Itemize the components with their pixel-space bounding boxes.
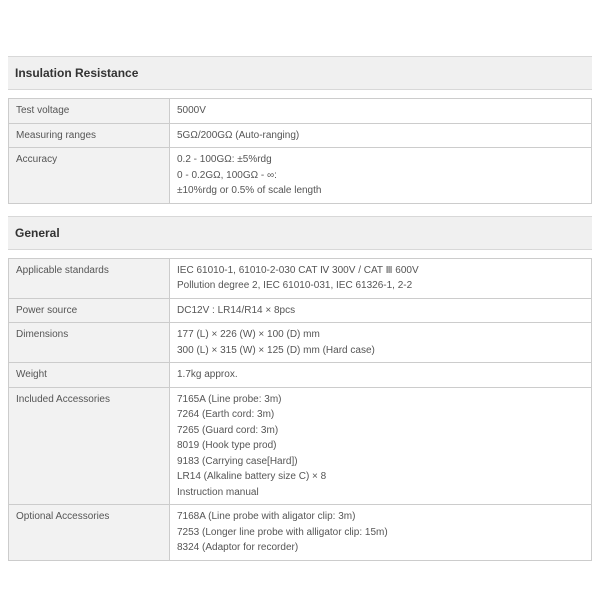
value-line: 0.2 - 100GΩ: ±5%rdg xyxy=(177,154,272,165)
row-value xyxy=(170,148,592,204)
value-line: 177 (L) × 226 (W) × 100 (D) mm xyxy=(177,329,320,340)
row-label: Accuracy xyxy=(9,148,170,204)
row-value xyxy=(170,123,592,148)
insulation-resistance-table xyxy=(8,98,592,204)
row-label: Weight xyxy=(9,363,170,388)
row-value xyxy=(170,363,592,388)
section-title-general: General xyxy=(8,216,592,250)
row-label: Applicable standards xyxy=(9,258,170,298)
row-label: Test voltage xyxy=(9,99,170,124)
row-label: Power source xyxy=(9,298,170,323)
value-line: 7168A (Line probe with aligator clip: 3m) xyxy=(177,511,356,522)
value-line: 7165A (Line probe: 3m) xyxy=(177,393,282,405)
value-line: DC12V : LR14/R14 × 8pcs xyxy=(177,304,296,316)
value-line: 5000V xyxy=(177,105,206,116)
value-line: Instruction manual xyxy=(177,486,259,498)
row-label: Measuring ranges xyxy=(9,123,170,148)
value-line: 300 (L) × 315 (W) × 125 (D) mm (Hard case) xyxy=(177,344,375,356)
value-line: 8324 (Adaptor for recorder) xyxy=(177,542,299,553)
row-value xyxy=(170,298,592,323)
row-value xyxy=(170,258,592,298)
value-line: 1.7kg approx. xyxy=(177,369,238,380)
general-table xyxy=(8,258,592,561)
value-line: 7264 (Earth cord: 3m) xyxy=(177,409,275,420)
value-line: 7265 (Guard cord: 3m) xyxy=(177,424,279,436)
table-row xyxy=(9,148,592,204)
table-row xyxy=(9,363,592,388)
value-line: 9183 (Carrying case[Hard]) xyxy=(177,455,298,467)
row-value xyxy=(170,323,592,363)
value-line: IEC 61010-1, 61010-2-030 CAT Ⅳ 300V / CAT Ⅲ 600V xyxy=(177,264,419,276)
row-label: Included Accessories xyxy=(9,387,170,505)
value-line: 8019 (Hook type prod) xyxy=(177,440,277,451)
row-value xyxy=(170,505,592,561)
value-line: ±10%rdg or 0.5% of scale length xyxy=(177,185,322,196)
value-line: 0 - 0.2GΩ, 100GΩ - ∞: xyxy=(177,169,277,181)
table-row xyxy=(9,323,592,363)
row-label: Optional Accessories xyxy=(9,505,170,561)
table-row xyxy=(9,387,592,505)
table-row xyxy=(9,505,592,561)
section-title-insulation-resistance: Insulation Resistance xyxy=(8,56,592,90)
value-line: LR14 (Alkaline battery size C) × 8 xyxy=(177,471,327,482)
row-label: Dimensions xyxy=(9,323,170,363)
row-value xyxy=(170,99,592,124)
table-row xyxy=(9,298,592,323)
value-line: 7253 (Longer line probe with alligator clip: 15m) xyxy=(177,526,388,538)
row-value xyxy=(170,387,592,505)
table-row xyxy=(9,99,592,124)
value-line: Pollution degree 2, IEC 61010-031, IEC 61326-1, 2-2 xyxy=(177,280,413,291)
table-row xyxy=(9,258,592,298)
spec-sheet xyxy=(8,56,592,561)
value-line: 5GΩ/200GΩ (Auto-ranging) xyxy=(177,129,300,141)
table-row xyxy=(9,123,592,148)
